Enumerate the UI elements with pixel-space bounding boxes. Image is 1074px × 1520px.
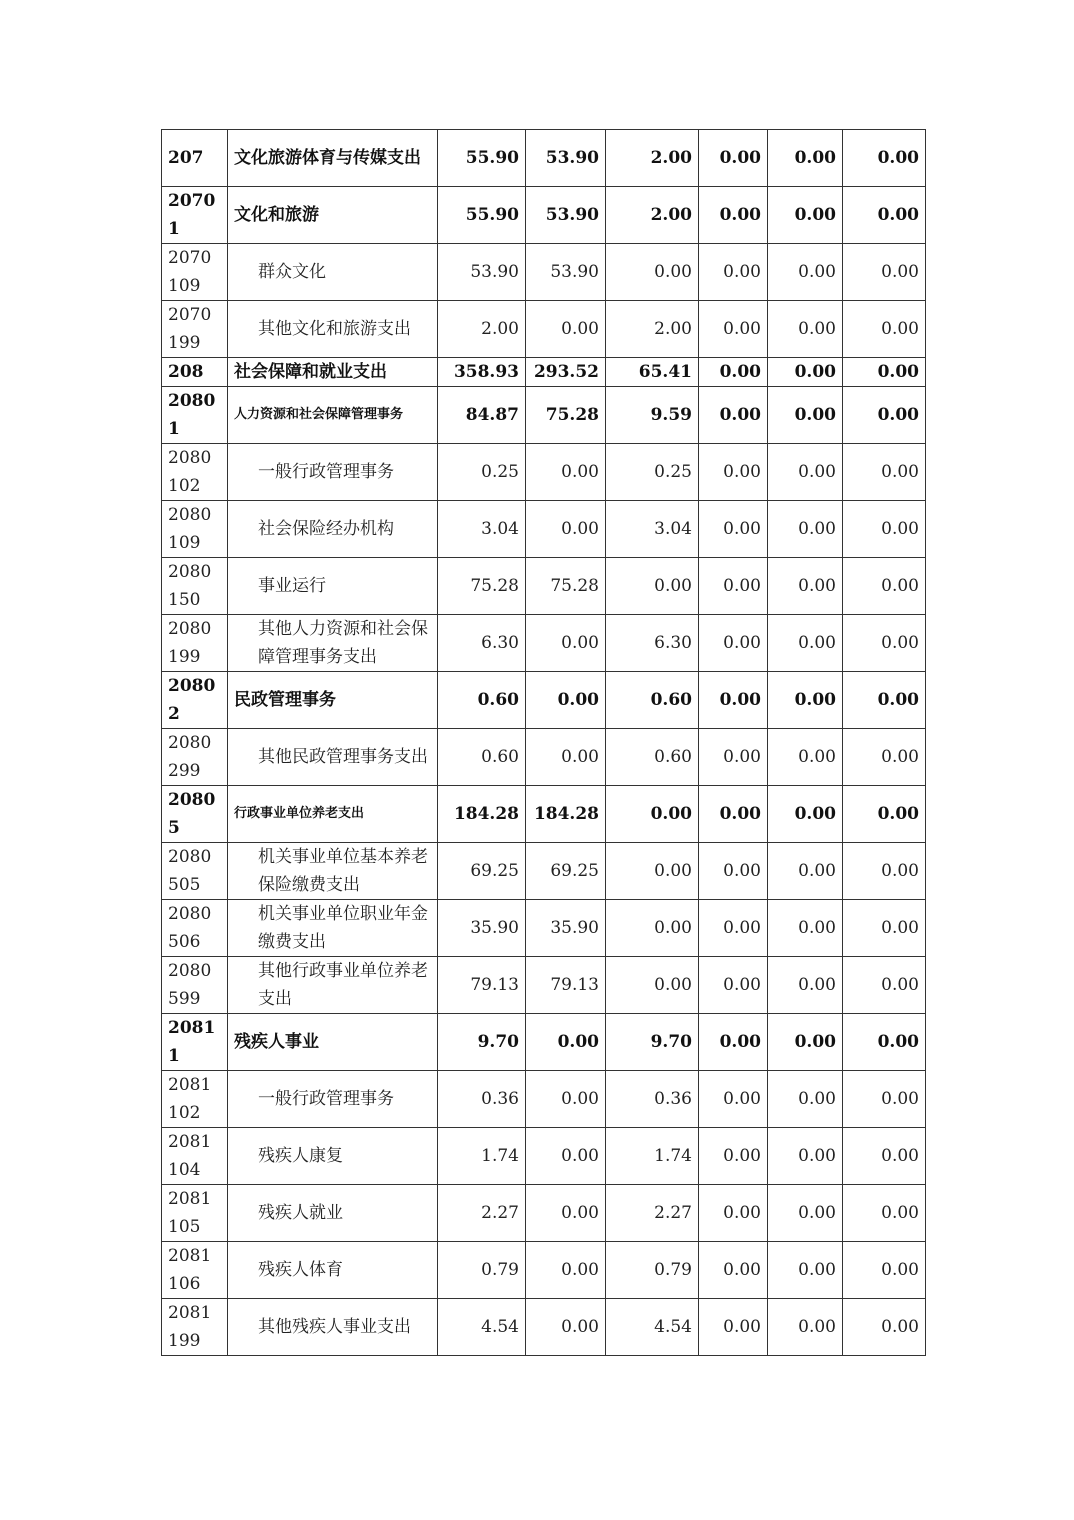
amount-cell: 0.00 xyxy=(699,786,768,843)
amount-cell: 0.00 xyxy=(699,501,768,558)
amount-cell: 0.00 xyxy=(606,558,699,615)
amount-cell: 184.28 xyxy=(438,786,526,843)
subject-code-cell: 20701 xyxy=(162,187,228,244)
amount-cell: 0.25 xyxy=(606,444,699,501)
amount-cell: 184.28 xyxy=(526,786,606,843)
amount-cell: 1.74 xyxy=(438,1128,526,1185)
amount-cell: 0.00 xyxy=(843,1299,926,1356)
amount-cell: 0.00 xyxy=(699,301,768,358)
table-row xyxy=(162,786,926,843)
amount-cell: 0.00 xyxy=(843,1242,926,1299)
amount-cell: 9.70 xyxy=(438,1014,526,1071)
subject-code-cell: 2081102 xyxy=(162,1071,228,1128)
amount-cell: 0.00 xyxy=(699,387,768,444)
subject-name-cell: 机关事业单位职业年金缴费支出 xyxy=(228,900,438,957)
amount-cell: 0.00 xyxy=(526,501,606,558)
amount-cell: 0.25 xyxy=(438,444,526,501)
amount-cell: 0.00 xyxy=(526,729,606,786)
amount-cell: 0.00 xyxy=(843,957,926,1014)
amount-cell: 0.00 xyxy=(768,1299,843,1356)
amount-cell: 0.00 xyxy=(768,358,843,387)
amount-cell: 0.00 xyxy=(699,1014,768,1071)
subject-name-cell: 其他行政事业单位养老支出 xyxy=(228,957,438,1014)
amount-cell: 0.00 xyxy=(768,130,843,187)
amount-cell: 0.00 xyxy=(526,1014,606,1071)
amount-cell: 65.41 xyxy=(606,358,699,387)
amount-cell: 0.00 xyxy=(526,301,606,358)
amount-cell: 3.04 xyxy=(438,501,526,558)
amount-cell: 79.13 xyxy=(438,957,526,1014)
table-row xyxy=(162,558,926,615)
subject-name-cell: 一般行政管理事务 xyxy=(228,444,438,501)
subject-code-cell: 2070199 xyxy=(162,301,228,358)
amount-cell: 0.00 xyxy=(699,1242,768,1299)
table-row xyxy=(162,301,926,358)
amount-cell: 0.00 xyxy=(699,558,768,615)
subject-name-cell: 社会保险经办机构 xyxy=(228,501,438,558)
amount-cell: 0.00 xyxy=(699,957,768,1014)
table-row xyxy=(162,1071,926,1128)
amount-cell: 0.00 xyxy=(526,1185,606,1242)
amount-cell: 0.00 xyxy=(699,615,768,672)
amount-cell: 84.87 xyxy=(438,387,526,444)
amount-cell: 1.74 xyxy=(606,1128,699,1185)
amount-cell: 0.60 xyxy=(606,729,699,786)
subject-code-cell: 207 xyxy=(162,130,228,187)
amount-cell: 358.93 xyxy=(438,358,526,387)
amount-cell: 0.00 xyxy=(526,672,606,729)
amount-cell: 0.00 xyxy=(843,786,926,843)
amount-cell: 4.54 xyxy=(438,1299,526,1356)
amount-cell: 0.00 xyxy=(699,244,768,301)
amount-cell: 0.00 xyxy=(526,444,606,501)
table-row xyxy=(162,1185,926,1242)
subject-name-cell: 残疾人体育 xyxy=(228,1242,438,1299)
amount-cell: 0.00 xyxy=(768,558,843,615)
amount-cell: 0.00 xyxy=(768,301,843,358)
amount-cell: 0.00 xyxy=(699,729,768,786)
amount-cell: 0.00 xyxy=(768,786,843,843)
subject-code-cell: 2081104 xyxy=(162,1128,228,1185)
amount-cell: 0.00 xyxy=(606,957,699,1014)
subject-code-cell: 20802 xyxy=(162,672,228,729)
amount-cell: 69.25 xyxy=(438,843,526,900)
amount-cell: 0.00 xyxy=(843,1014,926,1071)
amount-cell: 0.60 xyxy=(606,672,699,729)
amount-cell: 53.90 xyxy=(526,187,606,244)
amount-cell: 75.28 xyxy=(526,387,606,444)
amount-cell: 2.27 xyxy=(606,1185,699,1242)
table-row xyxy=(162,444,926,501)
subject-code-cell: 20805 xyxy=(162,786,228,843)
amount-cell: 2.00 xyxy=(606,301,699,358)
subject-name-cell: 事业运行 xyxy=(228,558,438,615)
subject-code-cell: 2080505 xyxy=(162,843,228,900)
amount-cell: 0.00 xyxy=(768,444,843,501)
subject-name-cell: 民政管理事务 xyxy=(228,672,438,729)
amount-cell: 0.00 xyxy=(843,1185,926,1242)
amount-cell: 0.00 xyxy=(843,501,926,558)
amount-cell: 0.00 xyxy=(768,729,843,786)
amount-cell: 0.00 xyxy=(768,1185,843,1242)
amount-cell: 0.00 xyxy=(699,843,768,900)
amount-cell: 0.00 xyxy=(526,1299,606,1356)
table-row xyxy=(162,130,926,187)
subject-name-cell: 其他民政管理事务支出 xyxy=(228,729,438,786)
amount-cell: 0.79 xyxy=(438,1242,526,1299)
subject-name-cell: 其他人力资源和社会保障管理事务支出 xyxy=(228,615,438,672)
amount-cell: 0.00 xyxy=(768,900,843,957)
subject-code-cell: 2080102 xyxy=(162,444,228,501)
amount-cell: 53.90 xyxy=(526,244,606,301)
subject-name-cell: 文化和旅游 xyxy=(228,187,438,244)
table-row xyxy=(162,843,926,900)
amount-cell: 0.00 xyxy=(768,187,843,244)
amount-cell: 0.00 xyxy=(843,729,926,786)
amount-cell: 0.00 xyxy=(843,444,926,501)
subject-code-cell: 2080506 xyxy=(162,900,228,957)
amount-cell: 53.90 xyxy=(438,244,526,301)
table-row xyxy=(162,1128,926,1185)
table-row xyxy=(162,244,926,301)
amount-cell: 35.90 xyxy=(526,900,606,957)
subject-name-cell: 人力资源和社会保障管理事务 xyxy=(228,387,438,444)
amount-cell: 75.28 xyxy=(526,558,606,615)
subject-name-cell: 残疾人事业 xyxy=(228,1014,438,1071)
amount-cell: 3.04 xyxy=(606,501,699,558)
table-row xyxy=(162,729,926,786)
amount-cell: 0.00 xyxy=(843,387,926,444)
amount-cell: 0.00 xyxy=(768,957,843,1014)
subject-code-cell: 2080199 xyxy=(162,615,228,672)
amount-cell: 0.00 xyxy=(768,672,843,729)
table-row xyxy=(162,1014,926,1071)
subject-code-cell: 2080299 xyxy=(162,729,228,786)
subject-name-cell: 其他文化和旅游支出 xyxy=(228,301,438,358)
amount-cell: 0.00 xyxy=(699,1071,768,1128)
amount-cell: 2.00 xyxy=(438,301,526,358)
amount-cell: 0.00 xyxy=(843,843,926,900)
amount-cell: 0.00 xyxy=(526,1128,606,1185)
amount-cell: 0.00 xyxy=(768,244,843,301)
amount-cell: 0.00 xyxy=(606,786,699,843)
amount-cell: 9.59 xyxy=(606,387,699,444)
subject-name-cell: 行政事业单位养老支出 xyxy=(228,786,438,843)
amount-cell: 55.90 xyxy=(438,187,526,244)
subject-name-cell: 残疾人就业 xyxy=(228,1185,438,1242)
amount-cell: 0.00 xyxy=(699,1185,768,1242)
table-row xyxy=(162,957,926,1014)
amount-cell: 0.00 xyxy=(699,444,768,501)
subject-name-cell: 文化旅游体育与传媒支出 xyxy=(228,130,438,187)
amount-cell: 2.00 xyxy=(606,187,699,244)
amount-cell: 0.00 xyxy=(843,1128,926,1185)
table-row xyxy=(162,187,926,244)
subject-code-cell: 2080150 xyxy=(162,558,228,615)
amount-cell: 4.54 xyxy=(606,1299,699,1356)
amount-cell: 0.00 xyxy=(699,130,768,187)
subject-code-cell: 2080109 xyxy=(162,501,228,558)
budget-table xyxy=(161,129,926,1356)
amount-cell: 6.30 xyxy=(606,615,699,672)
subject-name-cell: 残疾人康复 xyxy=(228,1128,438,1185)
amount-cell: 0.00 xyxy=(699,900,768,957)
amount-cell: 69.25 xyxy=(526,843,606,900)
amount-cell: 0.00 xyxy=(843,244,926,301)
table-row xyxy=(162,1242,926,1299)
amount-cell: 75.28 xyxy=(438,558,526,615)
amount-cell: 0.60 xyxy=(438,729,526,786)
amount-cell: 79.13 xyxy=(526,957,606,1014)
amount-cell: 0.00 xyxy=(699,187,768,244)
table-row xyxy=(162,900,926,957)
amount-cell: 2.00 xyxy=(606,130,699,187)
subject-code-cell: 20801 xyxy=(162,387,228,444)
amount-cell: 55.90 xyxy=(438,130,526,187)
amount-cell: 0.00 xyxy=(526,615,606,672)
subject-name-cell: 机关事业单位基本养老保险缴费支出 xyxy=(228,843,438,900)
amount-cell: 0.00 xyxy=(843,187,926,244)
amount-cell: 0.00 xyxy=(526,1242,606,1299)
amount-cell: 293.52 xyxy=(526,358,606,387)
table-row xyxy=(162,387,926,444)
subject-code-cell: 20811 xyxy=(162,1014,228,1071)
amount-cell: 0.00 xyxy=(843,900,926,957)
amount-cell: 0.00 xyxy=(606,843,699,900)
amount-cell: 0.00 xyxy=(768,387,843,444)
subject-code-cell: 2081105 xyxy=(162,1185,228,1242)
amount-cell: 0.00 xyxy=(843,615,926,672)
subject-code-cell: 2081199 xyxy=(162,1299,228,1356)
amount-cell: 0.00 xyxy=(699,1128,768,1185)
amount-cell: 0.00 xyxy=(768,1014,843,1071)
subject-code-cell: 2080599 xyxy=(162,957,228,1014)
subject-code-cell: 208 xyxy=(162,358,228,387)
table-body xyxy=(162,130,926,1356)
amount-cell: 0.00 xyxy=(843,1071,926,1128)
amount-cell: 0.00 xyxy=(526,1071,606,1128)
amount-cell: 6.30 xyxy=(438,615,526,672)
amount-cell: 0.00 xyxy=(768,1071,843,1128)
amount-cell: 53.90 xyxy=(526,130,606,187)
table-row xyxy=(162,1299,926,1356)
amount-cell: 0.00 xyxy=(606,900,699,957)
amount-cell: 0.00 xyxy=(843,130,926,187)
amount-cell: 0.00 xyxy=(606,244,699,301)
subject-code-cell: 2070109 xyxy=(162,244,228,301)
amount-cell: 0.00 xyxy=(768,615,843,672)
amount-cell: 0.00 xyxy=(843,672,926,729)
subject-name-cell: 一般行政管理事务 xyxy=(228,1071,438,1128)
amount-cell: 0.00 xyxy=(699,1299,768,1356)
table-row xyxy=(162,672,926,729)
amount-cell: 0.00 xyxy=(843,558,926,615)
subject-code-cell: 2081106 xyxy=(162,1242,228,1299)
table-row xyxy=(162,358,926,387)
amount-cell: 0.36 xyxy=(438,1071,526,1128)
amount-cell: 2.27 xyxy=(438,1185,526,1242)
amount-cell: 0.00 xyxy=(699,358,768,387)
amount-cell: 0.36 xyxy=(606,1071,699,1128)
amount-cell: 0.00 xyxy=(768,1128,843,1185)
amount-cell: 0.00 xyxy=(699,672,768,729)
amount-cell: 35.90 xyxy=(438,900,526,957)
subject-name-cell: 群众文化 xyxy=(228,244,438,301)
subject-name-cell: 社会保障和就业支出 xyxy=(228,358,438,387)
amount-cell: 9.70 xyxy=(606,1014,699,1071)
subject-name-cell: 其他残疾人事业支出 xyxy=(228,1299,438,1356)
amount-cell: 0.00 xyxy=(768,1242,843,1299)
amount-cell: 0.00 xyxy=(768,843,843,900)
table-row xyxy=(162,501,926,558)
amount-cell: 0.60 xyxy=(438,672,526,729)
amount-cell: 0.00 xyxy=(768,501,843,558)
amount-cell: 0.79 xyxy=(606,1242,699,1299)
table-row xyxy=(162,615,926,672)
amount-cell: 0.00 xyxy=(843,358,926,387)
amount-cell: 0.00 xyxy=(843,301,926,358)
